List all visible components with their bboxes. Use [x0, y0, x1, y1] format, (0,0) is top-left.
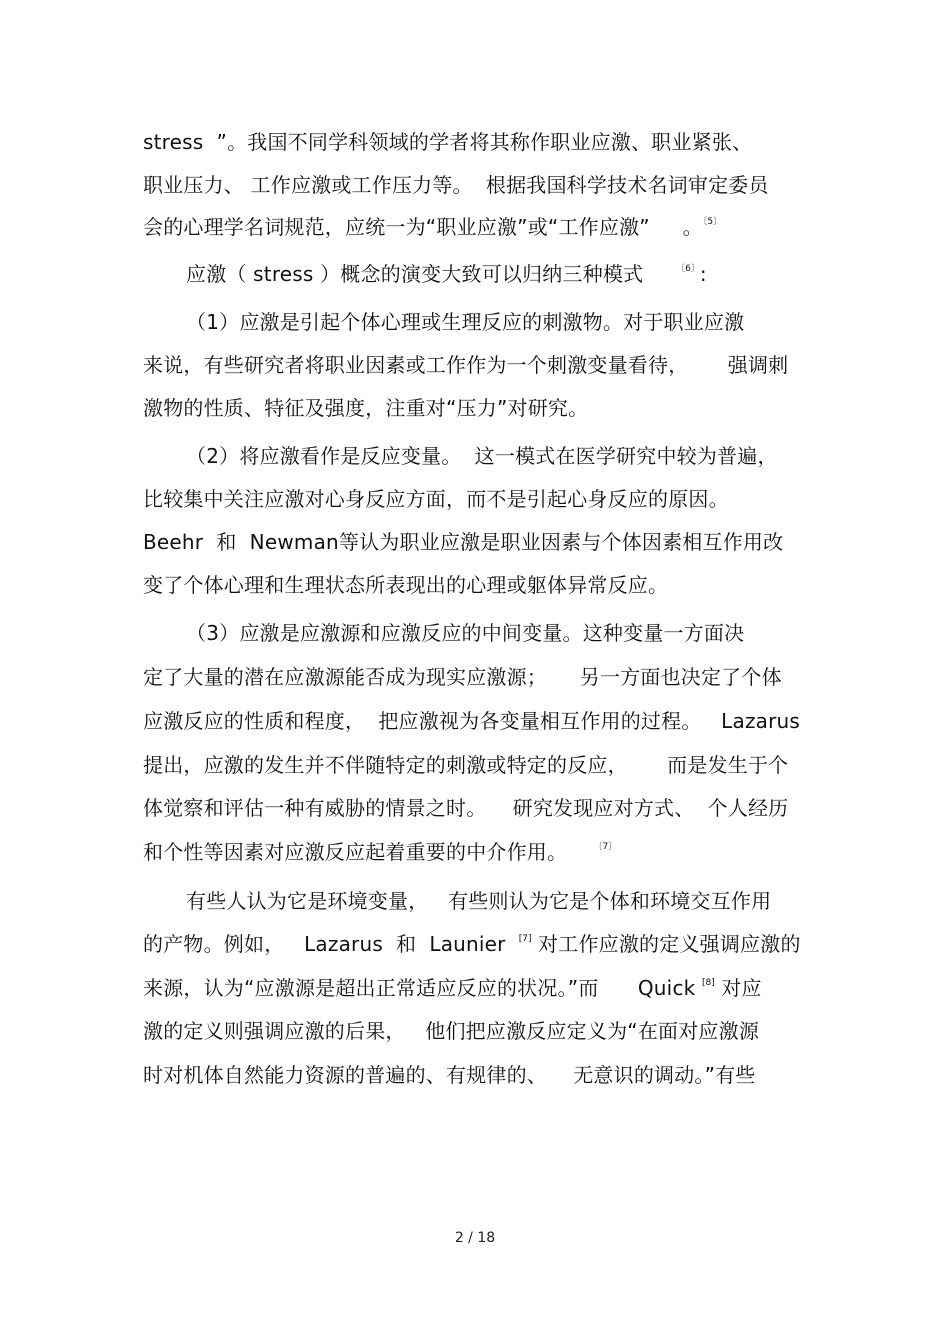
text-line: [143, 750, 788, 780]
text-line: [143, 212, 722, 242]
text-segment: 激的定义则强调应激的后果， 他们把应激反应定义为“在面对应激源: [143, 1019, 760, 1043]
text-line: [143, 706, 800, 736]
text-line: [143, 1060, 756, 1090]
text-segment: 提出，应激的发生并不伴随特定的刺激或特定的反应， 而是发生于个: [143, 753, 789, 777]
text-line: [143, 837, 617, 867]
text-line: [186, 886, 771, 916]
text-line: [143, 929, 801, 959]
text-segment: （1）应激是引起个体心理或生理反应的刺激物。对于职业应激: [186, 310, 745, 334]
citation-ref: 〔5〕: [702, 217, 723, 227]
text-line: [143, 570, 668, 600]
text-line: [143, 350, 788, 380]
citation-ref: 〔7〕: [593, 842, 618, 852]
text-line: [143, 973, 762, 1003]
text-line: [143, 662, 782, 692]
text-line: [143, 170, 769, 200]
text-line: [143, 484, 729, 514]
text-segment: 激物的性质、特征及强度，注重对“压力”对研究。: [143, 396, 589, 420]
text-line: [186, 259, 707, 289]
text-segment: 比较集中关注应激对心身反应方面，而不是引起心身反应的原因。: [143, 487, 729, 511]
citation-ref: [7]: [518, 934, 532, 944]
text-segment: 的产物。例如， Lazarus 和 Launier: [143, 932, 519, 956]
text-segment: 来说，有些研究者将职业因素或工作作为一个刺激变量看待， 强调刺: [143, 353, 789, 377]
text-segment: 时对机体自然能力资源的普遍的、有规律的、 无意识的调动。”有些: [143, 1063, 756, 1087]
text-line: [186, 618, 744, 648]
text-segment: 变了个体心理和生理状态所表现出的心理或躯体异常反应。: [143, 573, 669, 597]
text-line: [143, 127, 752, 157]
text-segment: （3）应激是应激源和应激反应的中间变量。这种变量一方面决: [186, 621, 745, 645]
text-segment: 会的心理学名词规范，应统一为“职业应激”或“工作应激” 。: [143, 215, 703, 239]
text-segment: Beehr 和 Newman等认为职业应激是职业因素与个体因素相互作用改: [143, 530, 784, 554]
text-segment: 应激反应的性质和程度， 把应激视为各变量相互作用的过程。 Lazarus: [143, 709, 801, 733]
text-line: [143, 527, 783, 557]
text-segment: 来源，认为“应激源是超出正常适应反应的状况。”而 Quick: [143, 976, 702, 1000]
text-line: [186, 307, 744, 337]
text-line: [186, 441, 778, 471]
text-segment: （2）将应激看作是反应变量。 这一模式在医学研究中较为普遍，: [186, 444, 778, 468]
text-segment: 有些人认为它是环境变量， 有些则认为它是个体和环境交互作用: [186, 889, 772, 913]
text-line: [143, 1016, 759, 1046]
text-segment: 职业压力、 工作应激或工作压力等。 根据我国科学技术名词审定委员: [143, 173, 769, 197]
text-segment: 对工作应激的定义强调应激的: [531, 932, 801, 956]
page-number: 2 / 18: [454, 1230, 496, 1246]
text-segment: 对应: [714, 976, 762, 1000]
text-segment: :: [699, 262, 707, 286]
text-segment: 应激（ stress ）概念的演变大致可以归纳三种模式: [186, 262, 677, 286]
text-line: [143, 793, 788, 823]
text-segment: 体觉察和评估一种有威胁的情景之时。 研究发现应对方式、 个人经历: [143, 796, 789, 820]
text-segment: stress ”。我国不同学科领域的学者将其称作职业应激、职业紧张、: [143, 130, 753, 154]
text-segment: 定了大量的潜在应激源能否成为现实应激源； 另一方面也决定了个体: [143, 665, 782, 689]
citation-ref: [8]: [701, 978, 715, 988]
citation-ref: 〔6〕: [676, 264, 700, 274]
text-segment: 和个性等因素对应激反应起着重要的中介作用。: [143, 840, 594, 864]
text-line: [143, 393, 588, 423]
